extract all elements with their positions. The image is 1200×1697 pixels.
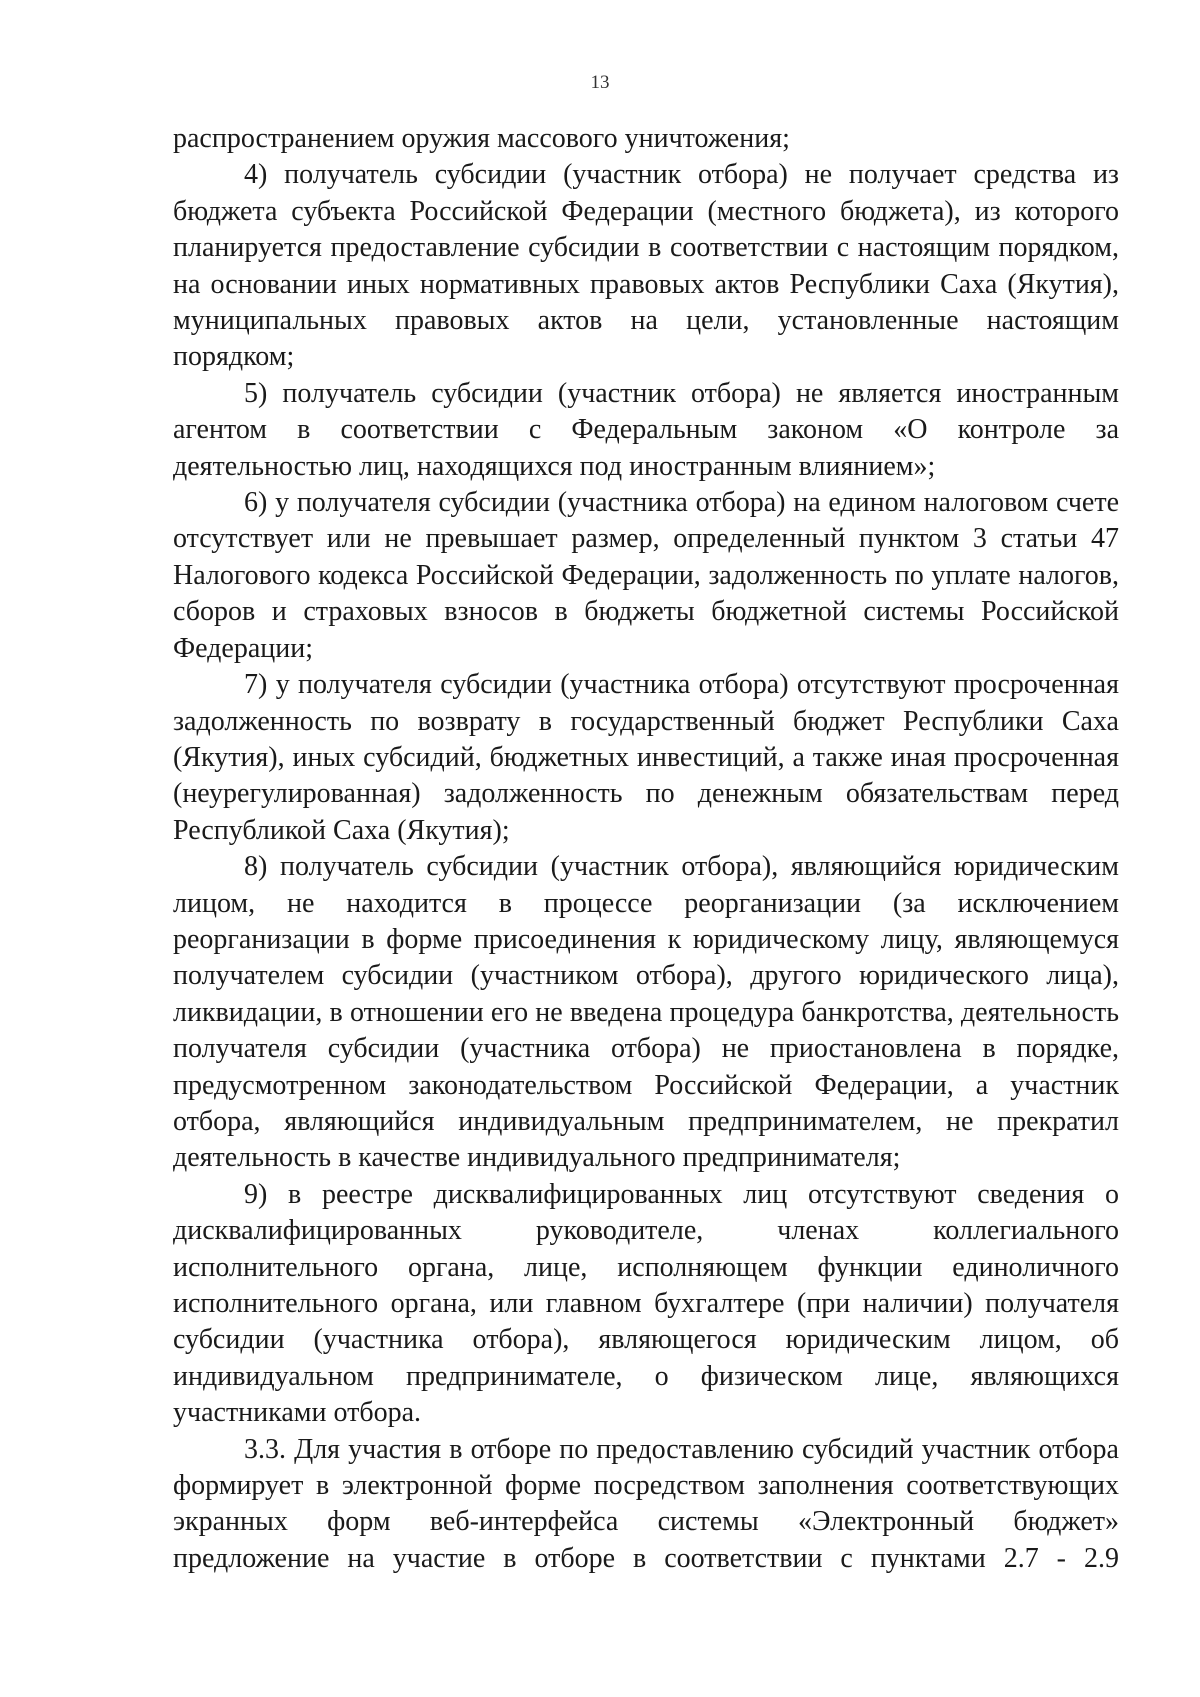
paragraph-item-5: 5) получатель субсидии (участник отбора) не является иностранным агентом в соответствии с Федеральным законом «О контроле за деятельностью лиц, находящихся под иностранным влиянием»; [173,377,1119,482]
paragraph-item-4: 4) получатель субсидии (участник отбора) не получает средства из бюджета субъекта Российской Федерации (местного бюджета), из которого планируется предоставление субсидии в соответствии с настоящим порядком, на основании иных нормативных правовых актов Республики Саха (Якутия), муниципальных правовых актов на цели, установленные настоящим порядком; [173,159,1119,373]
paragraph-section-3-3: 3.3. Для участия в отборе по предоставлению субсидий участник отбора формирует в электронной форме посредством заполнения соответствующих экранных форм веб-интерфейса системы «Электронный бюджет» предложение на участие в отборе в соответствии с пунктами 2.7 - 2.9 [173,1433,1119,1574]
paragraph-item-7: 7) у получателя субсидии (участника отбора) отсутствуют просроченная задолженность по возврату в государственный бюджет Республики Саха (Якутия), иных субсидий, бюджетных инвестиций, а также иная просроченная (неурегулированная) задолженность по денежным обязательствам перед Республикой Саха (Якутия); [173,669,1119,846]
paragraph-continuation: распространением оружия массового уничтожения; [173,123,790,154]
paragraph-item-8: 8) получатель субсидии (участник отбора), являющийся юридическим лицом, не находится в процессе реорганизации (за исключением реорганизации в форме присоединения к юридическому лицу, являющемуся получателем субсидии (участником отбора), другого юридического лица), ликвидации, в отношении его не введена процедура банкротства, деятельность получателя субсидии (участника отбора) не приостановлена в порядке, предусмотренном законодательством Российской Федерации, а участник отбора, являющийся индивидуальным предпринимателем, не прекратил деятельность в качестве индивидуального предпринимателя; [173,851,1119,1174]
document-body [173,121,1119,1577]
paragraph-item-9: 9) в реестре дисквалифицированных лиц отсутствуют сведения о дисквалифицированных руководителе, членах коллегиального исполнительного органа, лице, исполняющем функции единоличного исполнительного органа, или главном бухгалтере (при наличии) получателя субсидии (участника отбора), являющегося юридическим лицом, об индивидуальном предпринимателе, о физическом лице, являющихся участниками отбора. [173,1178,1119,1429]
page-number: 13 [590,72,610,93]
paragraph-item-6: 6) у получателя субсидии (участника отбора) на едином налоговом счете отсутствует или не превышает размер, определенный пунктом 3 статьи 47 Налогового кодекса Российской Федерации, задолженность по уплате налогов, сборов и страховых взносов в бюджеты бюджетной системы Российской Федерации; [173,487,1119,664]
